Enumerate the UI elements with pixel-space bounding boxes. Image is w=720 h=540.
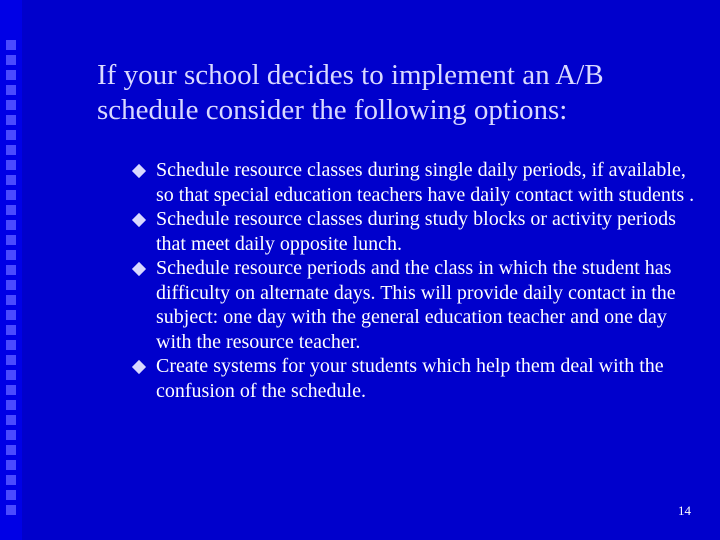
diamond-bullet-icon [132,360,146,374]
bullet-text: Schedule resource classes during study blocks or activity periods that meet daily opposite lunch. [156,208,676,255]
diamond-bullet-icon [132,262,146,276]
decorative-square [6,355,16,365]
decorative-square [6,505,16,515]
slide-title: If your school decides to implement an A/B schedule consider the following options: [97,59,604,126]
decorative-square [6,70,16,80]
diamond-bullet-icon [132,164,146,178]
bullet-text: Schedule resource periods and the class in which the student has difficulty on alternate days. This will provide daily contact in the subject: one day with the general education teacher and one day with the resource teacher. [156,257,676,353]
bullet-text: Create systems for your students which help them deal with the confusion of the schedule. [156,355,664,402]
decorative-square [6,475,16,485]
decorative-square [6,160,16,170]
decorative-square [6,100,16,110]
decorative-square [6,85,16,95]
decorative-square [6,430,16,440]
decorative-square [6,190,16,200]
decorative-square [6,145,16,155]
bullet-item [132,207,702,256]
decorative-square [6,490,16,500]
decorative-square [6,55,16,65]
page-number: 14 [678,503,691,518]
decorative-square [6,460,16,470]
decorative-square [6,115,16,125]
bullet-item [132,256,702,354]
decorative-square [6,295,16,305]
diamond-bullet-icon [132,213,146,227]
decorative-square [6,415,16,425]
bullet-list [132,158,702,403]
bullet-item [132,354,702,403]
left-decorative-band [0,0,22,540]
decorative-square [6,130,16,140]
decorative-square [6,385,16,395]
decorative-square [6,250,16,260]
decorative-square [6,310,16,320]
decorative-square [6,400,16,410]
decorative-square [6,205,16,215]
decorative-square [6,370,16,380]
decorative-square [6,40,16,50]
decorative-square [6,325,16,335]
decorative-square [6,265,16,275]
decorative-square [6,220,16,230]
decorative-square [6,175,16,185]
bullet-text: Schedule resource classes during single daily periods, if available, so that special education teachers have daily contact with students . [156,159,695,206]
decorative-square [6,235,16,245]
decorative-squares [4,40,18,520]
decorative-square [6,280,16,290]
bullet-item [132,158,702,207]
decorative-square [6,445,16,455]
decorative-square [6,340,16,350]
